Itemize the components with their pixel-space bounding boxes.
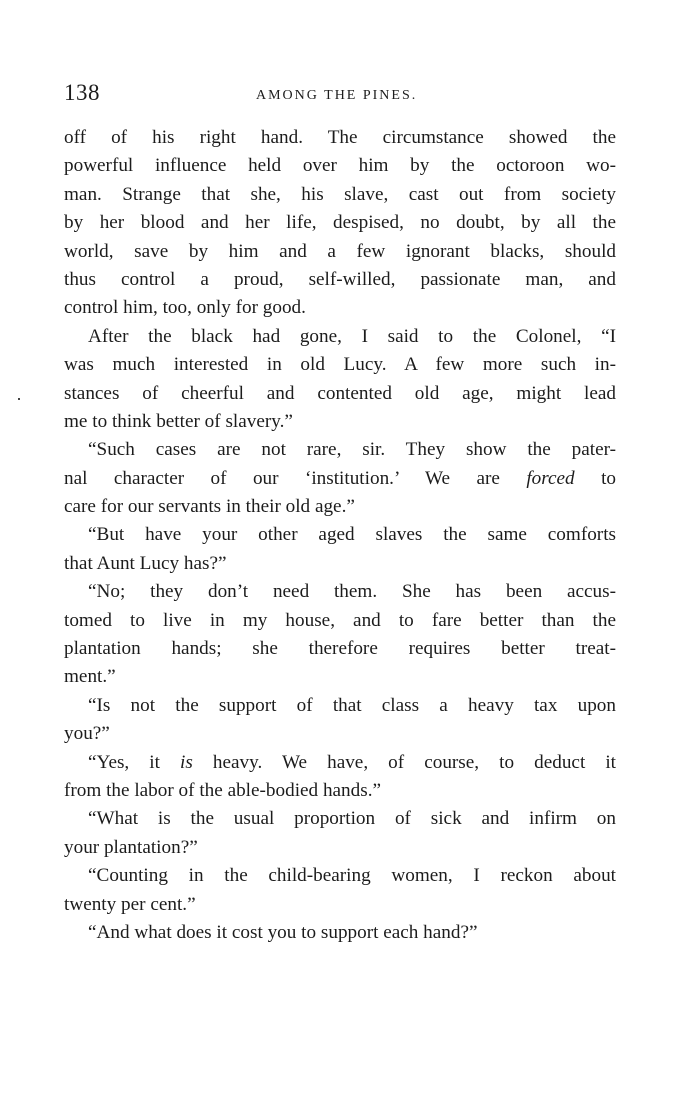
text-line: plantation hands; she therefore requires better treat- (64, 638, 616, 660)
text-line: control him, too, only for good. (64, 297, 306, 319)
body-text (64, 124, 616, 947)
text-line: thus control a proud, self-willed, passionate man, and (64, 268, 616, 290)
text-segment: nal character of our ‘institution.’ We are (64, 467, 500, 489)
text-line: stances of cheerful and contented old age, might lead (64, 382, 616, 404)
text-line: man. Strange that she, his slave, cast out from society (64, 183, 616, 205)
text-line: “No; they don’t need them. She has been accus- (88, 581, 616, 603)
text-line: tomed to live in my house, and to fare better than the (64, 609, 616, 631)
text-line: “Is not the support of that class a heavy tax upon (88, 694, 616, 716)
page-number: 138 (64, 80, 100, 105)
text-segment: to (574, 467, 616, 489)
text-line: me to think better of slavery.” (64, 410, 293, 432)
text-line: that Aunt Lucy has?” (64, 552, 227, 574)
text-line: you?” (64, 723, 110, 745)
text-line: by her blood and her life, despised, no doubt, by all the (64, 212, 616, 234)
text-segment: heavy. We have, of course, to deduct it (192, 751, 616, 773)
text-line: “Counting in the child-bearing women, I reckon about (88, 865, 616, 887)
text-line: “And what does it cost you to support each hand?” (88, 921, 478, 943)
emphasis-text: is (180, 751, 193, 773)
text-line: off of his right hand. The circumstance showed the (64, 127, 616, 148)
text-line: powerful influence held over him by the octoroon wo- (64, 155, 616, 177)
emphasis-text: forced (526, 467, 575, 489)
margin-speck (18, 398, 20, 400)
page-header (64, 80, 616, 110)
text-line: world, save by him and a few ignorant blacks, should (64, 240, 616, 262)
text-line: ment.” (64, 666, 116, 688)
text-line: twenty per cent.” (64, 893, 196, 915)
text-line: “But have your other aged slaves the same comforts (88, 524, 616, 546)
text-line: “What is the usual proportion of sick and infirm on (88, 808, 616, 830)
running-head: AMONG THE PINES. (256, 88, 418, 103)
text-line: “Such cases are not rare, sir. They show the pater- (88, 439, 616, 461)
text-line: After the black had gone, I said to the Colonel, “I (88, 325, 616, 347)
text-line: your plantation?” (64, 836, 198, 858)
text-line (64, 749, 616, 777)
text-line: care for our servants in their old age.” (64, 496, 355, 518)
text-segment: “Yes, it (88, 751, 160, 773)
text-line: from the labor of the able-bodied hands.” (64, 779, 382, 801)
text-line (64, 465, 616, 493)
text-line: was much interested in old Lucy. A few more such in- (64, 354, 616, 376)
